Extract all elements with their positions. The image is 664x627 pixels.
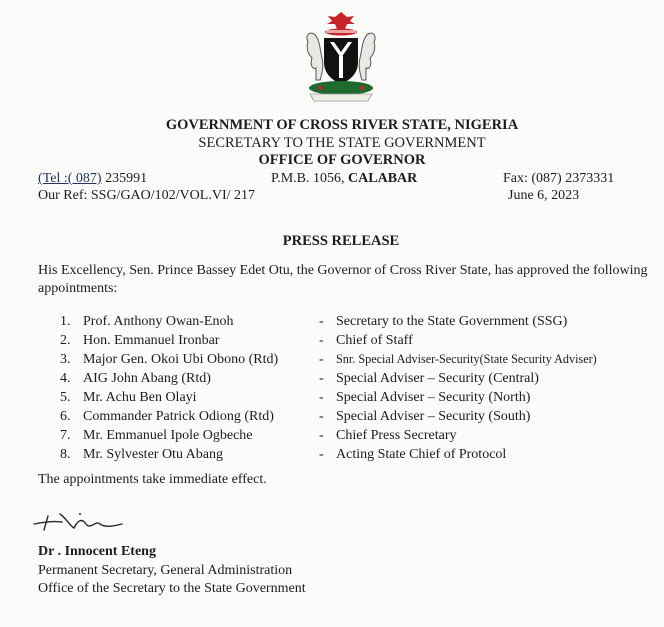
appointee-name: Mr. Achu Ben Olayi	[83, 390, 197, 405]
list-item	[0, 312, 664, 331]
item-number: 4.	[60, 371, 71, 386]
document-date: June 6, 2023	[508, 188, 580, 203]
appointee-position: Special Adviser – Security (North)	[336, 390, 531, 405]
appointee-position: Secretary to the State Government (SSG)	[336, 314, 568, 329]
signatory-office: Office of the Secretary to the State Government	[38, 581, 306, 596]
appointee-name: Hon. Emmanuel Ironbar	[83, 333, 220, 348]
appointee-position: Snr. Special Adviser-Security(State Security Adviser)	[336, 352, 597, 366]
appointee-name: Major Gen. Okoi Ubi Obono (Rtd)	[83, 352, 279, 367]
appointee-name: AIG John Abang (Rtd)	[83, 371, 211, 386]
appointee-position: Chief of Staff	[336, 333, 413, 348]
item-dash: -	[319, 314, 324, 329]
fax-number: Fax: (087) 2373331	[503, 171, 615, 186]
item-number: 3.	[60, 352, 71, 367]
appointee-position: Acting State Chief of Protocol	[336, 447, 507, 462]
list-item	[0, 369, 664, 388]
item-number: 8.	[60, 447, 71, 462]
appointee-name: Commander Patrick Odiong (Rtd)	[83, 409, 274, 424]
item-number: 1.	[60, 314, 71, 329]
appointee-name: Mr. Sylvester Otu Abang	[83, 447, 223, 462]
appointee-name: Prof. Anthony Owan-Enoh	[83, 314, 234, 329]
item-number: 5.	[60, 390, 71, 405]
item-dash: -	[319, 352, 324, 367]
signature-image	[30, 506, 130, 534]
list-item	[0, 388, 664, 407]
telephone	[38, 170, 147, 187]
appointee-position: Special Adviser – Security (Central)	[336, 371, 539, 386]
reference-number: Our Ref: SSG/GAO/102/VOL.VI/ 217	[38, 188, 255, 203]
item-dash: -	[319, 447, 324, 462]
item-dash: -	[319, 371, 324, 386]
appointee-name: Mr. Emmanuel Ipole Ogbeche	[83, 428, 253, 443]
telephone-label: (Tel :( 087)	[38, 171, 102, 186]
signatory-title: Permanent Secretary, General Administration	[38, 563, 293, 578]
appointee-position: Special Adviser – Security (South)	[336, 409, 531, 424]
office-heading: OFFICE OF GOVERNOR	[258, 152, 426, 168]
city-text: CALABAR	[348, 171, 418, 186]
intro-paragraph: His Excellency, Sen. Prince Bassey Edet Otu, the Governor of Cross River State, has approved the following appointments:	[38, 263, 648, 296]
postal-address	[271, 170, 417, 187]
government-heading: GOVERNMENT OF CROSS RIVER STATE, NIGERIA	[165, 117, 519, 133]
telephone-number: 235991	[105, 171, 148, 186]
list-item	[0, 350, 664, 369]
item-dash: -	[319, 428, 324, 443]
signatory-name: Dr . Innocent Eteng	[38, 544, 156, 559]
coat-of-arms-emblem	[290, 8, 392, 104]
item-number: 2.	[60, 333, 71, 348]
list-item	[0, 407, 664, 426]
item-dash: -	[319, 333, 324, 348]
secretary-heading: SECRETARY TO THE STATE GOVERNMENT	[198, 135, 486, 151]
item-number: 6.	[60, 409, 71, 424]
appointee-position: Chief Press Secretary	[336, 428, 457, 443]
effect-statement: The appointments take immediate effect.	[38, 472, 267, 487]
list-item	[0, 445, 664, 464]
item-dash: -	[319, 390, 324, 405]
list-item	[0, 331, 664, 350]
list-item	[0, 426, 664, 445]
pmb-text: P.M.B. 1056,	[271, 171, 345, 186]
item-number: 7.	[60, 428, 71, 443]
item-dash: -	[319, 409, 324, 424]
press-release-title: PRESS RELEASE	[282, 233, 400, 249]
